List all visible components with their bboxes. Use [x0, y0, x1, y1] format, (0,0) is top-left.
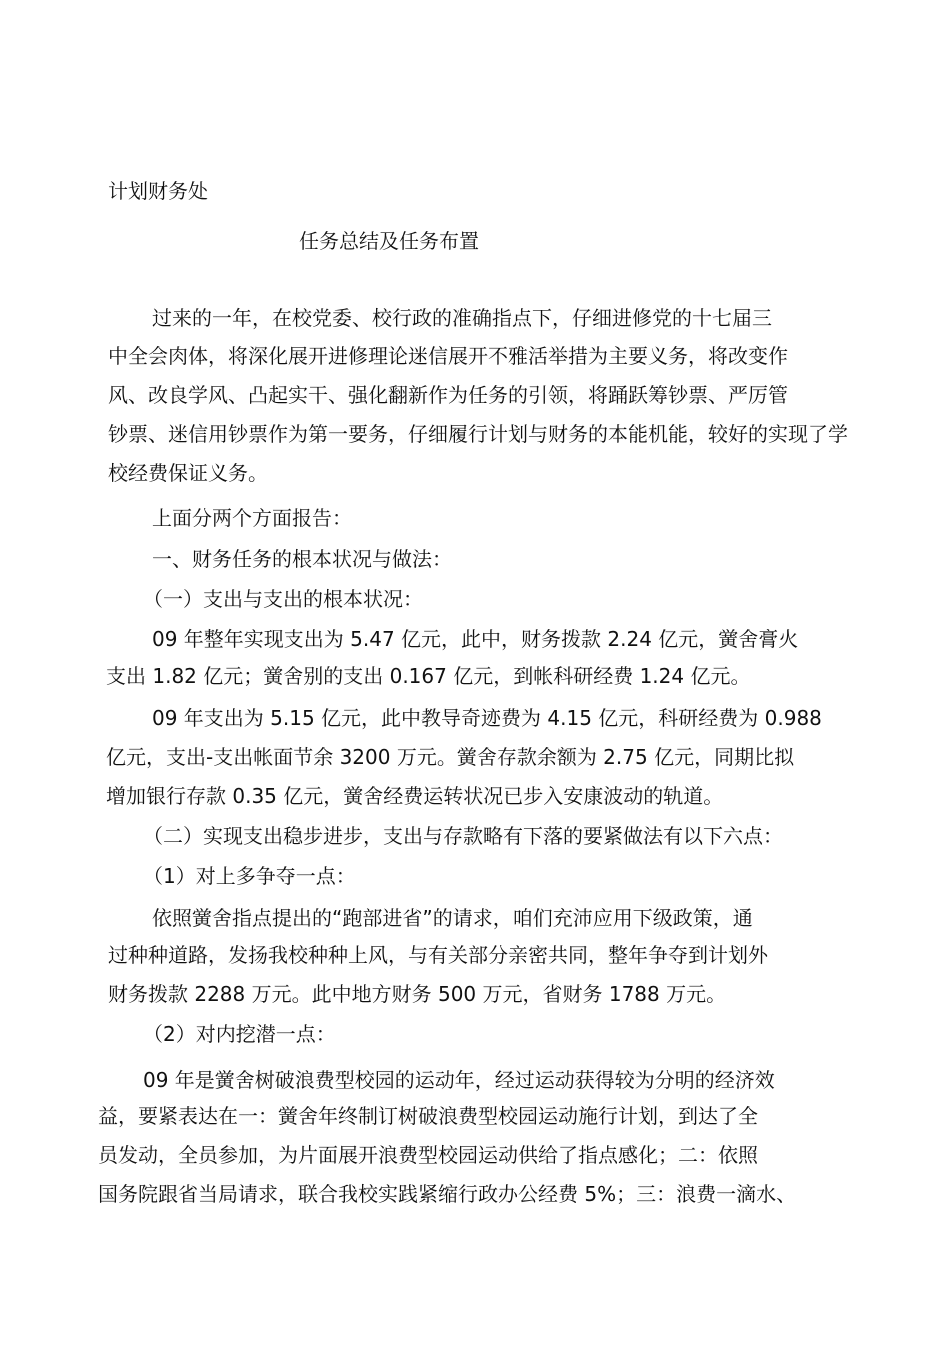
body-line: （2）对内挖潜一点：: [143, 1022, 336, 1046]
document-title: 任务总结及任务布置: [299, 229, 479, 253]
body-line: 亿元，支出-支出帐面节余 3200 万元。黉舍存款余额为 2.75 亿元，同期比拟: [106, 745, 795, 769]
body-line: 过种种道路，发扬我校种种上风，与有关部分亲密共同，整年争夺到计划外: [108, 943, 768, 967]
body-line: 支出 1.82 亿元；黉舍别的支出 0.167 亿元，到帐科研经费 1.24 亿元。: [106, 664, 751, 688]
body-line: 一、财务任务的根本状况与做法：: [152, 547, 452, 571]
body-line: 增加银行存款 0.35 亿元，黉舍经费运转状况已步入安康波动的轨道。: [106, 784, 724, 808]
body-line: 益，要紧表达在一：黉舍年终制订树破浪费型校园运动施行计划，到达了全: [98, 1104, 758, 1128]
body-line: 09 年支出为 5.15 亿元，此中教导奇迹费为 4.15 亿元，科研经费为 0.988: [152, 706, 822, 730]
body-line: （二）实现支出稳步进步，支出与存款略有下落的要紧做法有以下六点：: [143, 824, 783, 848]
body-line: 钞票、迷信用钞票作为第一要务，仔细履行计划与财务的本能机能，较好的实现了学: [108, 422, 848, 446]
body-line: 校经费保证义务。: [108, 461, 268, 485]
body-line: 依照黉舍指点提出的“跑部进省”的请求，咱们充沛应用下级政策，通: [152, 906, 753, 930]
body-line: 上面分两个方面报告：: [152, 506, 352, 530]
body-line: （1）对上多争夺一点：: [143, 864, 356, 888]
body-line: 国务院跟省当局请求，联合我校实践紧缩行政办公经费 5%；三：浪费一滴水、: [98, 1182, 797, 1206]
body-line: 财务拨款 2288 万元。此中地方财务 500 万元，省财务 1788 万元。: [108, 982, 727, 1006]
body-line: 员发动，全员参加，为片面展开浪费型校园运动供给了指点感化；二：依照: [98, 1143, 758, 1167]
body-line: 09 年整年实现支出为 5.47 亿元，此中，财务拨款 2.24 亿元，黉舍膏火: [152, 627, 799, 651]
body-line: 09 年是黉舍树破浪费型校园的运动年，经过运动获得较为分明的经济效: [143, 1068, 775, 1092]
department-label: 计划财务处: [108, 179, 208, 203]
body-line: 中全会肉体，将深化展开进修理论迷信展开不雅活举措为主要义务，将改变作: [108, 344, 788, 368]
body-line: （一）支出与支出的根本状况：: [143, 587, 423, 611]
body-line: 风、改良学风、凸起实干、强化翻新作为任务的引领，将踊跃筹钞票、严厉管: [108, 383, 788, 407]
body-line: 过来的一年，在校党委、校行政的准确指点下，仔细进修党的十七届三: [152, 306, 772, 330]
